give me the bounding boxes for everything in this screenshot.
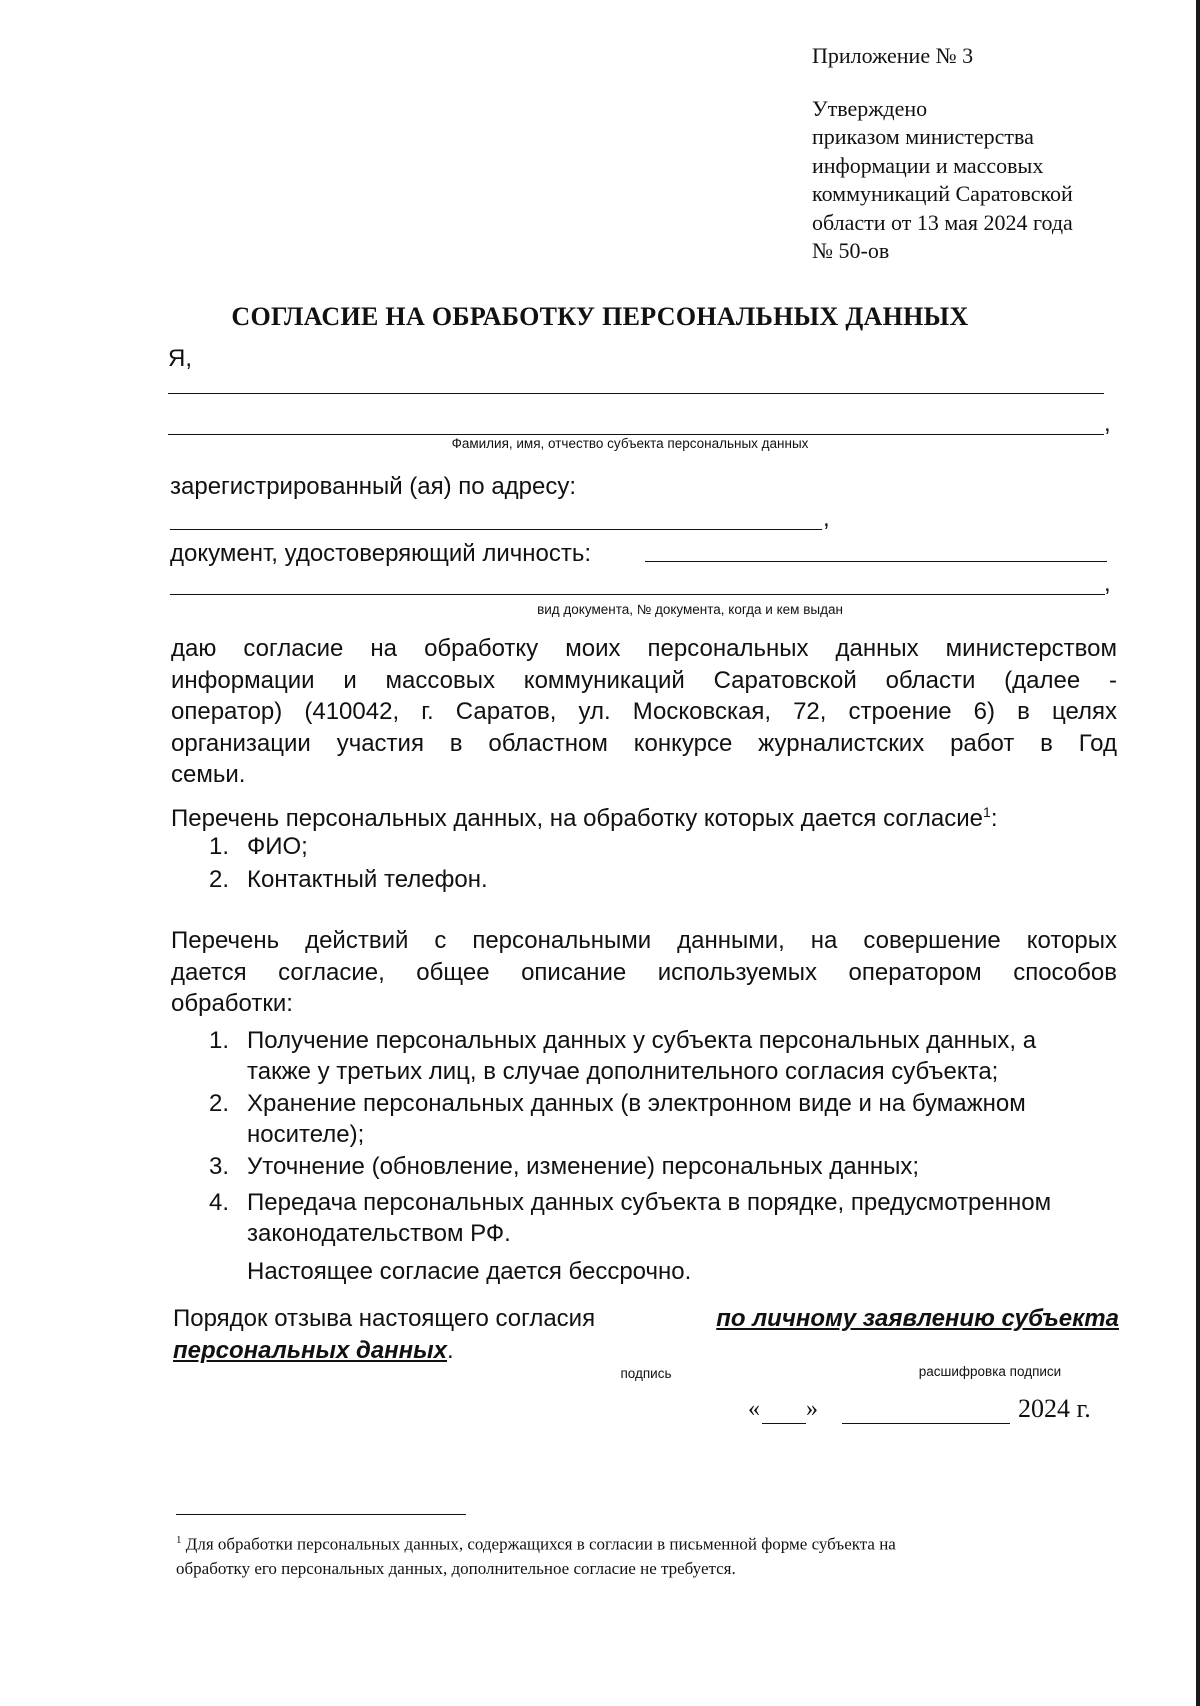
list-text: также у третьих лиц, в случае дополнительного согласия субъекта; xyxy=(247,1058,999,1085)
address-comma: , xyxy=(823,505,830,532)
consent-paragraph xyxy=(171,633,1117,791)
approved-line: информации и массовых xyxy=(812,152,1044,178)
list-text: ФИО; xyxy=(247,833,308,860)
footnote xyxy=(176,1528,1076,1581)
document-field-line-1[interactable] xyxy=(645,561,1107,562)
date-open-quote: « xyxy=(748,1396,760,1422)
date-day-field[interactable] xyxy=(762,1423,806,1424)
actions-intro-line: обработки: xyxy=(171,990,293,1017)
list-number: 4. xyxy=(209,1189,230,1216)
footnote-text: обработку его персональных данных, дополнительное согласие не требуется. xyxy=(176,1558,736,1578)
list-text: Хранение персональных данных (в электронном виде и на бумажном xyxy=(247,1090,1026,1117)
name-comma: , xyxy=(1104,410,1111,437)
signature-caption: подпись xyxy=(620,1366,672,1381)
approved-line: № 50-ов xyxy=(812,238,890,263)
footnote-ref[interactable]: 1 xyxy=(983,804,991,820)
actions-intro xyxy=(171,925,1117,1020)
approval-header xyxy=(812,42,1192,266)
consent-line: организации участия в областном конкурсе журналистских работ в Год xyxy=(171,729,1117,757)
date-close-quote: » xyxy=(806,1396,818,1422)
consent-line: даю согласие на обработку моих персональных данных министерством xyxy=(171,635,1117,662)
ya-label: Я, xyxy=(168,345,192,372)
indefinite-note: Настоящее согласие дается бессрочно. xyxy=(247,1258,692,1285)
actions-intro-line: дается согласие, общее описание используемых оператором способов xyxy=(171,958,1117,986)
address-field-line[interactable] xyxy=(170,529,822,530)
list-text: Контактный телефон. xyxy=(247,866,488,893)
date-month-field[interactable] xyxy=(842,1423,1010,1424)
consent-line: оператор) (410042, г. Саратов, ул. Московская, 72, строение 6) в целях xyxy=(171,698,1117,725)
consent-line: информации и массовых коммуникаций Саратовской области (далее - xyxy=(171,666,1117,694)
consent-line: семьи. xyxy=(171,761,246,788)
approved-line: приказом министерства xyxy=(812,124,1034,149)
list-text: Получение персональных данных у субъекта персональных данных, а xyxy=(247,1027,1037,1054)
revocation-method-line2: персональных данных xyxy=(173,1336,448,1364)
approved-line: коммуникаций Саратовской xyxy=(812,181,1073,206)
approved-line: области от 13 мая 2024 года xyxy=(812,209,1073,235)
revocation-method-line1: по личному заявлению субъекта xyxy=(716,1305,1119,1332)
list-number: 3. xyxy=(209,1153,230,1180)
list-number: 1. xyxy=(209,1027,230,1054)
actions-intro-line: Перечень действий с персональными данными, на совершение которых xyxy=(171,927,1117,954)
data-list-colon: : xyxy=(990,805,998,832)
appendix-number: Приложение № 3 xyxy=(812,43,974,68)
data-list-intro-text: Перечень персональных данных, на обработку которых дается согласие xyxy=(171,805,984,832)
footnote-text: Для обработки персональных данных, содержащихся в согласии в письменной форме субъекта на xyxy=(185,1534,896,1554)
signature-decoding-caption: расшифровка подписи xyxy=(918,1364,1062,1379)
registered-label: зарегистрированный (ая) по адресу: xyxy=(170,473,577,500)
document-comma: , xyxy=(1104,570,1111,597)
footnote-mark: 1 xyxy=(176,1534,182,1546)
fio-caption: Фамилия, имя, отчество субъекта персональных данных xyxy=(451,436,809,451)
list-number: 2. xyxy=(209,1090,230,1117)
document-caption: вид документа, № документа, когда и кем выдан xyxy=(537,602,843,617)
scan-edge xyxy=(1196,0,1200,1706)
revocation-paragraph xyxy=(173,1303,1119,1366)
list-number: 2. xyxy=(209,866,230,893)
document-title: СОГЛАСИЕ НА ОБРАБОТКУ ПЕРСОНАЛЬНЫХ ДАННЫХ xyxy=(231,302,969,331)
footnote-separator xyxy=(176,1514,466,1515)
list-text: носителе); xyxy=(247,1121,365,1148)
document-label: документ, удостоверяющий личность: xyxy=(170,540,592,567)
list-text: Передача персональных данных субъекта в порядке, предусмотренном xyxy=(247,1189,1052,1216)
data-list-intro xyxy=(171,797,998,835)
revocation-period: . xyxy=(447,1336,454,1364)
document-field-line-2[interactable] xyxy=(170,594,1105,595)
list-text: законодательством РФ. xyxy=(247,1220,511,1247)
name-field-line-2[interactable] xyxy=(168,434,1104,435)
revocation-prefix: Порядок отзыва настоящего согласия xyxy=(173,1305,596,1332)
name-field-line-1[interactable] xyxy=(168,393,1104,394)
list-text: Уточнение (обновление, изменение) персональных данных; xyxy=(247,1153,920,1180)
list-number: 1. xyxy=(209,833,230,860)
date-year: 2024 г. xyxy=(1018,1394,1091,1423)
approved-line: Утверждено xyxy=(812,95,928,121)
